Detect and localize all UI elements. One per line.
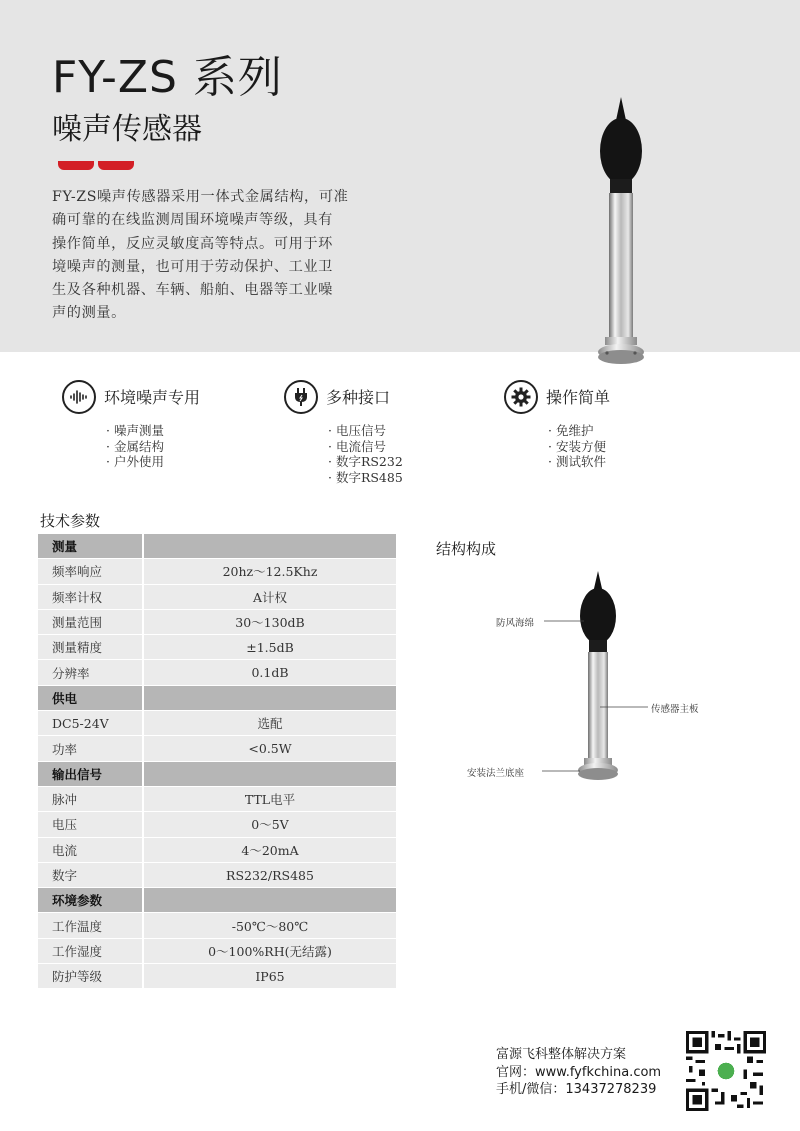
spec-value: 30～130dB bbox=[144, 610, 396, 634]
section-row bbox=[38, 686, 396, 710]
list-item: · 数字RS485 bbox=[328, 470, 403, 486]
spec-value: IP65 bbox=[144, 964, 396, 988]
spec-value: -50℃～80℃ bbox=[144, 913, 396, 937]
spec-value: 0.1dB bbox=[144, 660, 396, 684]
spec-heading: 技术参数 bbox=[40, 512, 101, 530]
spec-value: TTL电平 bbox=[144, 787, 396, 811]
section-filler bbox=[144, 686, 396, 710]
table-row bbox=[38, 964, 396, 988]
intro-line: 确可靠的在线监测周围环境噪声等级，具有 bbox=[52, 212, 333, 229]
page-subtitle: 噪声传感器 bbox=[52, 112, 202, 147]
company-website: 官网：www.fyfkchina.com bbox=[496, 1064, 662, 1080]
intro-line: 生及各种机器、车辆、船舶、电器等工业噪 bbox=[52, 282, 333, 299]
section-name: 输出信号 bbox=[38, 762, 144, 786]
section-name: 环境参数 bbox=[38, 888, 144, 912]
list-item: · 电压信号 bbox=[328, 423, 403, 439]
list-item: · 金属结构 bbox=[106, 439, 164, 455]
company-info bbox=[496, 1046, 661, 1099]
spec-label: 电流 bbox=[38, 838, 144, 862]
spec-label: 脉冲 bbox=[38, 787, 144, 811]
intro-line: 操作简单，反应灵敏度高等特点。可用于环 bbox=[52, 235, 333, 252]
spec-value: ±1.5dB bbox=[144, 635, 396, 659]
callout-mainboard: 传感器主板 bbox=[651, 704, 699, 715]
structure-heading: 结构构成 bbox=[436, 540, 497, 558]
plug-icon bbox=[284, 380, 318, 414]
section-name: 供电 bbox=[38, 686, 144, 710]
list-item: · 测试软件 bbox=[548, 454, 606, 470]
spec-value: RS232/RS485 bbox=[144, 863, 396, 887]
table-row bbox=[38, 585, 396, 609]
company-phone: 手机/微信：13437278239 bbox=[496, 1082, 657, 1097]
spec-value: 0～5V bbox=[144, 812, 396, 836]
section-filler bbox=[144, 888, 396, 912]
section-filler bbox=[144, 534, 396, 558]
spec-label: DC5-24V bbox=[38, 711, 144, 735]
company-name: 富源飞科整体解决方案 bbox=[496, 1047, 627, 1062]
spec-label: 工作温度 bbox=[38, 913, 144, 937]
spec-value: 选配 bbox=[144, 711, 396, 735]
spec-value: 20hz～12.5Khz bbox=[144, 559, 396, 583]
feature-title: 操作简单 bbox=[546, 388, 611, 407]
callout-flange: 安装法兰底座 bbox=[467, 768, 525, 779]
section-filler bbox=[144, 762, 396, 786]
list-item: · 安装方便 bbox=[548, 439, 606, 455]
table-row bbox=[38, 939, 396, 963]
spec-label: 测量精度 bbox=[38, 635, 144, 659]
page-title: FY-ZS 系列 bbox=[52, 52, 283, 103]
accent-bar-left bbox=[58, 161, 94, 170]
feature-list bbox=[328, 423, 403, 485]
table-row bbox=[38, 812, 396, 836]
list-item: · 免维护 bbox=[548, 423, 606, 439]
spec-label: 数字 bbox=[38, 863, 144, 887]
table-row bbox=[38, 863, 396, 887]
spec-label: 分辨率 bbox=[38, 660, 144, 684]
callout-windscreen: 防风海绵 bbox=[496, 618, 535, 629]
table-row bbox=[38, 610, 396, 634]
spec-label: 电压 bbox=[38, 812, 144, 836]
intro-paragraph bbox=[52, 186, 412, 326]
table-row bbox=[38, 711, 396, 735]
intro-line: 声的测量。 bbox=[52, 305, 126, 322]
list-item: · 户外使用 bbox=[106, 454, 164, 470]
spec-label: 工作湿度 bbox=[38, 939, 144, 963]
list-item: · 数字RS232 bbox=[328, 454, 403, 470]
feature-list bbox=[548, 423, 606, 470]
intro-line: 境噪声的测量，也可用于劳动保护、工业卫 bbox=[52, 258, 333, 275]
feature-list bbox=[106, 423, 164, 470]
section-row bbox=[38, 534, 396, 558]
sound-wave-icon bbox=[62, 380, 96, 414]
spec-value: <0.5W bbox=[144, 736, 396, 760]
spec-label: 防护等级 bbox=[38, 964, 144, 988]
table-row bbox=[38, 635, 396, 659]
product-image bbox=[585, 95, 655, 375]
list-item: · 噪声测量 bbox=[106, 423, 164, 439]
table-row bbox=[38, 736, 396, 760]
section-name: 测量 bbox=[38, 534, 144, 558]
spec-value: A计权 bbox=[144, 585, 396, 609]
structure-diagram bbox=[450, 565, 730, 790]
spec-label: 功率 bbox=[38, 736, 144, 760]
feature-title: 多种接口 bbox=[326, 388, 391, 407]
spec-label: 测量范围 bbox=[38, 610, 144, 634]
table-row bbox=[38, 559, 396, 583]
spec-label: 频率响应 bbox=[38, 559, 144, 583]
table-row bbox=[38, 787, 396, 811]
gear-icon bbox=[504, 380, 538, 414]
table-row bbox=[38, 660, 396, 684]
qr-code bbox=[686, 1031, 766, 1111]
section-row bbox=[38, 762, 396, 786]
accent-bar-right bbox=[98, 161, 134, 170]
spec-value: 4～20mA bbox=[144, 838, 396, 862]
table-row bbox=[38, 913, 396, 937]
list-item: · 电流信号 bbox=[328, 439, 403, 455]
spec-value: 0～100%RH(无结露) bbox=[144, 939, 396, 963]
section-row bbox=[38, 888, 396, 912]
intro-line: FY-ZS噪声传感器采用一体式金属结构，可准 bbox=[52, 189, 349, 205]
spec-label: 频率计权 bbox=[38, 585, 144, 609]
spec-table bbox=[38, 533, 396, 989]
table-row bbox=[38, 838, 396, 862]
feature-title: 环境噪声专用 bbox=[104, 388, 201, 407]
